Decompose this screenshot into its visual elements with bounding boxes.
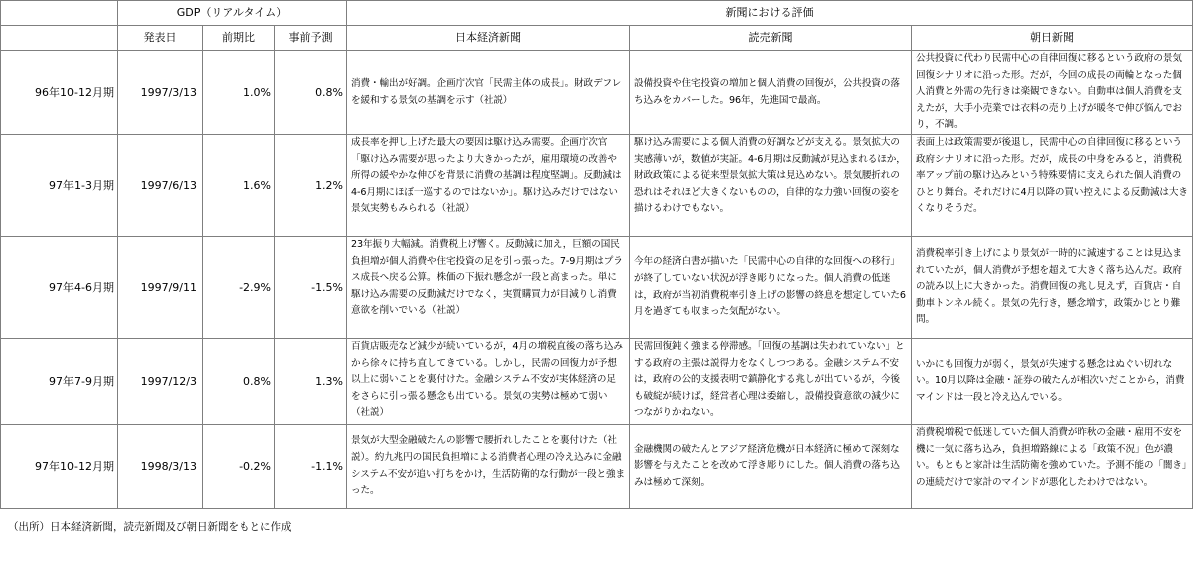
source-note: （出所）日本経済新聞，読売新聞及び朝日新聞をもとに作成 bbox=[8, 521, 292, 533]
yomiuri-comment: 今年の経済白書が描いた「民需中心の自律的な回復への移行」が終了していない状況が浮き彫りになった。個人消費の低迷は，政府が当初消費税率引き上げの影響の終息を想定していた6月を過ぎても収まった気配がない。 bbox=[630, 237, 912, 339]
yomiuri-comment: 金融機関の破たんとアジア経済危機が日本経済に極めて深刻な影響を与えたことを改めて浮き彫りにした。個人消費の落ち込みは極めて深刻。 bbox=[630, 425, 912, 509]
yomiuri-comment: 駆け込み需要による個人消費の好調などが支える。景気拡大の実感薄いが，数値が実証。4-6月期は反動減が見込まれるほか，財政政策による従来型景気拡大策は見込めない。景気腰折れの恐れはそれほど大きくないものの，自律的な力強い回復の姿を描けるわけでもない。 bbox=[630, 135, 912, 237]
header-empty-cell bbox=[1, 1, 118, 26]
eval-group-header: 新聞における評価 bbox=[347, 1, 1193, 26]
qoq-header: 前期比 bbox=[203, 26, 275, 51]
gdp-group-header: GDP（リアルタイム） bbox=[118, 1, 347, 26]
table-row bbox=[1, 339, 1193, 425]
asahi-header: 朝日新聞 bbox=[912, 26, 1193, 51]
release-date-header: 発表日 bbox=[118, 26, 203, 51]
qoq-cell: -0.2% bbox=[203, 425, 275, 509]
forecast-header: 事前予測 bbox=[275, 26, 347, 51]
forecast-cell: -1.5% bbox=[275, 237, 347, 339]
forecast-cell: 1.2% bbox=[275, 135, 347, 237]
yomiuri-comment: 民需回復鈍く強まる停滞感。「回復の基調は失われていない」とする政府の主張は説得力をなくしつつある。金融システム不安は，政府の公的支援表明で鎮静化する兆しが出ているが，今後も破綻が続けば，経営者心理は委縮し，設備投資意欲の減少につながりかねない。 bbox=[630, 339, 912, 425]
period-cell: 97年10-12月期 bbox=[1, 425, 118, 509]
release-date-cell: 1997/6/13 bbox=[118, 135, 203, 237]
table-row bbox=[1, 51, 1193, 135]
asahi-comment: いかにも回復力が弱く，景気が失速する懸念はぬぐい切れない。10月以降は金融・証券の破たんが相次いだことから，消費マインドは一段と冷え込んでいる。 bbox=[912, 339, 1193, 425]
asahi-comment: 消費税増税で低迷していた個人消費が昨秋の金融・雇用不安を機に一気に落ち込み，負担増路線による「政策不況」色が濃い。もともと家計は生活防衛を強めていた。予測不能の「闇き」の連続だけで家計のマインドが悪化したわけではない。 bbox=[912, 425, 1193, 509]
table-row bbox=[1, 135, 1193, 237]
forecast-cell: 0.8% bbox=[275, 51, 347, 135]
period-cell: 97年4-6月期 bbox=[1, 237, 118, 339]
qoq-cell: 1.6% bbox=[203, 135, 275, 237]
qoq-cell: -2.9% bbox=[203, 237, 275, 339]
qoq-cell: 0.8% bbox=[203, 339, 275, 425]
header-row-group bbox=[1, 1, 1193, 26]
header-row-columns bbox=[1, 26, 1193, 51]
yomiuri-header: 読売新聞 bbox=[630, 26, 912, 51]
yomiuri-comment: 設備投資や住宅投資の増加と個人消費の回復が，公共投資の落ち込みをカバーした。96年，先進国で最高。 bbox=[630, 51, 912, 135]
nikkei-comment: 23年振り大幅減。消費税上げ響く。反動減に加え，巨額の国民負担増が個人消費や住宅投資の足を引っ張った。7-9月期はプラス成長へ戻る公算。株価の下振れ懸念が一段と高まった。単に駆け込み需要の反動減だけでなく，実質購買力が目減りし消費意欲を削いでいる（社説） bbox=[347, 237, 630, 339]
header-empty-cell bbox=[1, 26, 118, 51]
qoq-cell: 1.0% bbox=[203, 51, 275, 135]
table-row bbox=[1, 237, 1193, 339]
period-cell: 97年1-3月期 bbox=[1, 135, 118, 237]
asahi-comment: 表面上は政策需要が後退し，民需中心の自律回復に移るという政府シナリオに沿った形。だが，成長の中身をみると，消費税率アップ前の駆け込みという特殊要情に支えられた個人消費のひとり舞台。それだけに4月以降の買い控えによる反動減は大きくなりそうだ。 bbox=[912, 135, 1193, 237]
period-cell: 97年7-9月期 bbox=[1, 339, 118, 425]
nikkei-comment: 景気が大型金融破たんの影響で腰折れしたことを裏付けた（社説）。約九兆円の国民負担増による消費者心理の冷え込みに金融システム不安が追い打ちをかけ，生活防衛的な行動が一段と強まった。 bbox=[347, 425, 630, 509]
release-date-cell: 1998/3/13 bbox=[118, 425, 203, 509]
release-date-cell: 1997/12/3 bbox=[118, 339, 203, 425]
asahi-comment: 消費税率引き上げにより景気が一時的に減速することは見込まれていたが，個人消費が予想を超えて大きく落ち込んだ。政府の読み以上に大きかった。消費回復の兆し見えず，百貨店・自動車トンネル続く。景気の先行き，懸念増す，政策かじとり難問。 bbox=[912, 237, 1193, 339]
forecast-cell: -1.1% bbox=[275, 425, 347, 509]
period-cell: 96年10-12月期 bbox=[1, 51, 118, 135]
asahi-comment: 公共投資に代わり民需中心の自律回復に移るという政府の景気回復シナリオに沿った形。だが，今回の成長の両輪となった個人消費と外需の先行きは楽観できない。自動車は個人消費を支えたが，大手小売業では衣料の売り上げが暖冬で伸び悩んでおり，不調。 bbox=[912, 51, 1193, 135]
nikkei-comment: 消費・輸出が好調。企画庁次官「民需主体の成長」。財政デフレを緩和する景気の基調を示す（社説） bbox=[347, 51, 630, 135]
release-date-cell: 1997/9/11 bbox=[118, 237, 203, 339]
nikkei-comment: 百貨店販売など減少が続いているが，4月の増税直後の落ち込みから徐々に持ち直してきている。しかし，民需の回復力が予想以上に弱いことを裏付けた。金融システム不安が実体経済の足をさらに引っ張る懸念も出ている。景気の実勢は極めて弱い（社説） bbox=[347, 339, 630, 425]
nikkei-header: 日本経済新聞 bbox=[347, 26, 630, 51]
release-date-cell: 1997/3/13 bbox=[118, 51, 203, 135]
forecast-cell: 1.3% bbox=[275, 339, 347, 425]
nikkei-comment: 成長率を押し上げた最大の要因は駆け込み需要。企画庁次官「駆け込み需要が思ったより大きかったが，雇用環境の改善や所得の緩やかな伸びを背景に消費の基調は程度堅調」。反動減は4-6月期にほぼ一巡するのではないか」。駆け込みだけではない景気実勢もみられる（社説） bbox=[347, 135, 630, 237]
table-row bbox=[1, 425, 1193, 509]
